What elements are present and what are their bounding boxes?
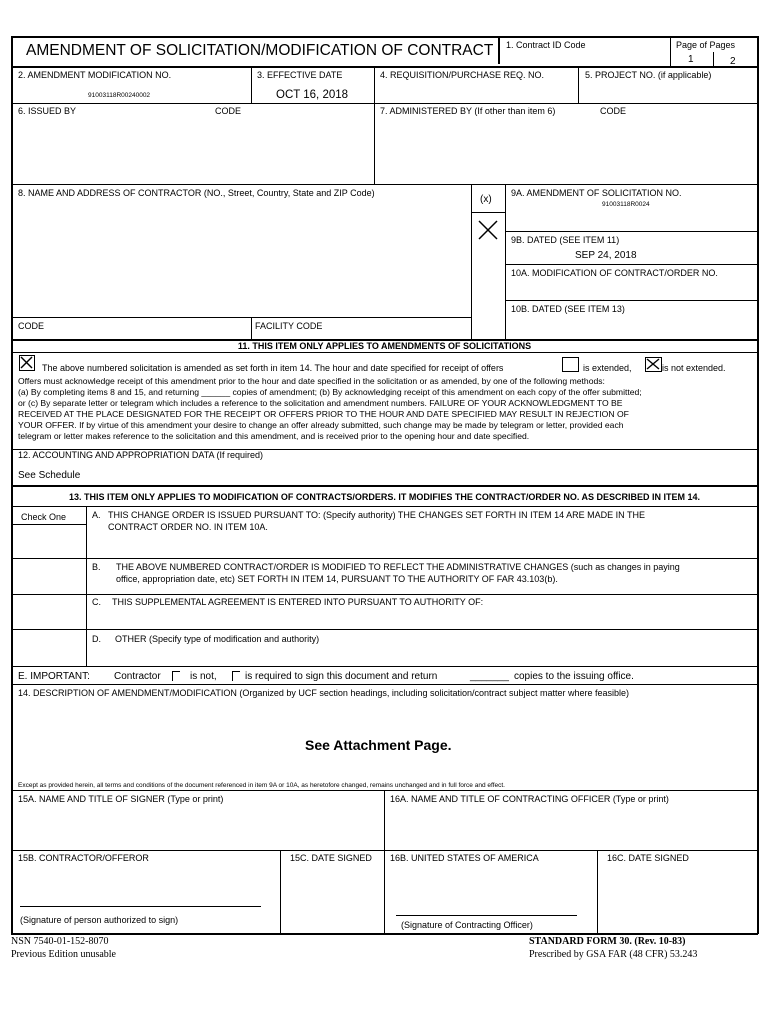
divider	[713, 52, 714, 67]
officer-16a-label: 16A. NAME AND TITLE OF CONTRACTING OFFICER (Type or print)	[390, 794, 669, 804]
effective-date-label: 3. EFFECTIVE DATE	[257, 70, 343, 80]
extended-label: is extended,	[583, 363, 632, 373]
item-10b-label: 10B. DATED (SEE ITEM 13)	[511, 304, 625, 314]
amendment-no-label: 2. AMENDMENT MODIFICATION NO.	[18, 70, 172, 80]
divider	[578, 66, 579, 103]
item-9b-label: 9B. DATED (SEE ITEM 11)	[511, 235, 620, 245]
item-9b-value: SEP 24, 2018	[575, 250, 637, 261]
contractor-signature-caption: (Signature of person authorized to sign)	[20, 915, 179, 925]
top-border	[11, 36, 758, 38]
officer-signature-caption: (Signature of Contracting Officer)	[401, 920, 533, 930]
divider	[374, 66, 375, 184]
item-11-line1: The above numbered solicitation is amended as set forth in item 14. The hour and date specified for receipt of offers	[42, 363, 504, 373]
item-9a-label: 9A. AMENDMENT OF SOLICITATION NO.	[511, 188, 682, 198]
divider	[11, 317, 472, 318]
standard-form-label: STANDARD FORM 30. (Rev. 10-83)	[529, 936, 686, 947]
nsn-number: NSN 7540-01-152-8070	[11, 936, 109, 947]
item-11-checkbox-checked[interactable]	[19, 355, 35, 371]
important-contractor: Contractor	[114, 671, 161, 682]
divider	[11, 666, 758, 667]
requisition-label: 4. REQUISITION/PURCHASE REQ. NO.	[380, 70, 545, 80]
item-11-heading: 11. THIS ITEM ONLY APPLIES TO AMENDMENTS OF SOLICITATIONS	[237, 341, 532, 351]
item-13d-letter: D.	[92, 634, 101, 644]
is-required-checkbox[interactable]	[232, 671, 240, 681]
divider	[384, 790, 385, 933]
administered-by-label: 7. ADMINISTERED BY (If other than item 6)	[380, 106, 556, 116]
divider	[11, 524, 86, 525]
item-12-value: See Schedule	[18, 470, 81, 481]
effective-date-value: OCT 16, 2018	[276, 89, 349, 101]
divider	[11, 629, 758, 630]
item-13b-text: THE ABOVE NUMBERED CONTRACT/ORDER IS MODIFIED TO REFLECT THE ADMINISTRATIVE CHANGES (such as changes in paying	[116, 562, 680, 572]
divider	[505, 231, 758, 232]
important-is-required: is required to sign this document and return	[245, 671, 438, 682]
item-12-label: 12. ACCOUNTING AND APPROPRIATION DATA (If required)	[18, 450, 264, 460]
divider	[498, 36, 500, 64]
x-column-label: (x)	[480, 194, 492, 205]
except-provided-note: Except as provided herein, all terms and conditions of the document referenced in item 9A or 10A, as heretofore changed, remains unchanged and in full force and effect.	[18, 782, 505, 789]
item-9a-value: 91003118R0024	[602, 201, 650, 208]
divider	[251, 317, 252, 339]
item-13d-text: OTHER (Specify type of modification and authority)	[115, 634, 320, 644]
divider	[471, 212, 505, 213]
divider	[11, 558, 758, 559]
divider	[11, 352, 758, 353]
item-11-text-line: or (c) By separate letter or telegram which includes a reference to the solicitation and amendment numbers. FAILURE OF YOUR ACKNOWLEDGMENT TO BE	[18, 398, 623, 408]
project-no-label: 5. PROJECT NO. (if applicable)	[585, 70, 712, 80]
amendment-no-value: 91003118R00240002	[88, 92, 151, 99]
item-11-text-line: YOUR OFFER. If by virtue of this amendment your desire to change an offer already submitted, such change may be made by telegram or letter, provided each	[18, 420, 624, 430]
important-label: E. IMPORTANT:	[18, 671, 90, 682]
divider	[505, 300, 758, 301]
divider	[280, 850, 281, 933]
item-14-value: See Attachment Page.	[305, 737, 452, 753]
contractor-15b-label: 15B. CONTRACTOR/OFFEROR	[18, 853, 149, 863]
item-10a-label: 10A. MODIFICATION OF CONTRACT/ORDER NO.	[511, 268, 718, 278]
item-13b-text: office, appropriation date, etc) SET FORTH IN ITEM 14, PURSUANT TO THE AUTHORITY OF FAR 43.103(b).	[116, 574, 558, 584]
not-extended-label: is not extended.	[662, 363, 726, 373]
signer-15a-label: 15A. NAME AND TITLE OF SIGNER (Type or print)	[18, 794, 224, 804]
divider	[11, 66, 758, 68]
is-not-checkbox[interactable]	[172, 671, 180, 681]
extended-checkbox[interactable]	[562, 357, 579, 372]
usa-16b-label: 16B. UNITED STATES OF AMERICA	[390, 853, 539, 863]
item-11-text-line: (a) By completing items 8 and 15, and returning ______ copies of amendment; (b) By acknowledging receipt of this amendment on each copy of the offer submitted;	[18, 387, 642, 397]
previous-edition-note: Previous Edition unusable	[11, 949, 116, 960]
item-13c-letter: C.	[92, 597, 101, 607]
divider	[11, 103, 758, 104]
issued-by-label: 6. ISSUED BY	[18, 106, 77, 116]
divider	[471, 184, 472, 339]
item-13a-text: THIS CHANGE ORDER IS ISSUED PURSUANT TO: (Specify authority) THE CHANGES SET FORTH IN ITEM 14 ARE MADE IN THE	[108, 510, 645, 520]
not-extended-checkbox-checked[interactable]	[645, 357, 662, 372]
selected-x-icon	[476, 218, 500, 242]
date-signed-15c-label: 15C. DATE SIGNED	[290, 853, 372, 863]
divider	[251, 66, 252, 103]
item-11-text-line: Offers must acknowledge receipt of this amendment prior to the hour and date specified in the solicitation or as amended, by one of the following methods:	[18, 376, 605, 386]
administered-code-label: CODE	[600, 106, 627, 116]
page-total: 2	[730, 56, 736, 67]
divider	[597, 850, 598, 933]
divider	[11, 506, 758, 507]
divider	[505, 264, 758, 265]
officer-signature-line[interactable]	[396, 915, 577, 916]
item-11-text-line: telegram or letter makes reference to the solicitation and this amendment, and is received prior to the opening hour and date specified.	[18, 431, 530, 441]
divider	[11, 485, 758, 487]
bottom-border	[11, 933, 758, 935]
divider	[505, 184, 506, 339]
item-13-heading: 13. THIS ITEM ONLY APPLIES TO MODIFICATION OF CONTRACTS/ORDERS. IT MODIFIES THE CONTRACT/ORDER NO. AS DESCRIBED IN ITEM 14.	[68, 492, 701, 502]
item-11-text-line: RECEIVED AT THE PLACE DESIGNATED FOR THE RECEIPT OR OFFERS PRIOR TO THE HOUR AND DATE SPECIFIED MAY RESULT IN REJECTION OF	[18, 409, 629, 419]
item-14-label: 14. DESCRIPTION OF AMENDMENT/MODIFICATION (Organized by UCF section headings, including solicitation/contract subject matter where feasible)	[18, 688, 630, 698]
contractor-label: 8. NAME AND ADDRESS OF CONTRACTOR (NO., Street, Country, State and ZIP Code)	[18, 188, 375, 198]
copies-count-blank[interactable]: _______	[470, 671, 509, 682]
check-one-label: Check One	[21, 512, 67, 522]
form-title: AMENDMENT OF SOLICITATION/MODIFICATION OF CONTRACT	[26, 42, 494, 59]
facility-code-label: FACILITY CODE	[255, 321, 323, 331]
issued-by-code-label: CODE	[215, 106, 242, 116]
date-signed-16c-label: 16C. DATE SIGNED	[607, 853, 689, 863]
divider	[11, 850, 758, 851]
contractor-signature-line[interactable]	[20, 906, 261, 907]
divider	[11, 594, 758, 595]
contract-id-label: 1. Contract ID Code	[506, 40, 586, 50]
item-13b-letter: B.	[92, 562, 101, 572]
page-number: 1	[688, 54, 694, 65]
divider	[86, 506, 87, 666]
important-is-not: is not,	[190, 671, 217, 682]
item-13a-letter: A.	[92, 510, 101, 520]
divider	[11, 684, 758, 685]
item-13c-text: THIS SUPPLEMENTAL AGREEMENT IS ENTERED INTO PURSUANT TO AUTHORITY OF:	[112, 597, 484, 607]
prescribed-by-label: Prescribed by GSA FAR (48 CFR) 53.243	[529, 949, 698, 960]
contractor-code-label: CODE	[18, 321, 45, 331]
page-of-pages-label: Page of Pages	[676, 40, 736, 50]
important-copies: copies to the issuing office.	[514, 671, 634, 682]
divider	[11, 184, 758, 185]
divider	[670, 36, 671, 67]
item-13a-text: CONTRACT ORDER NO. IN ITEM 10A.	[108, 522, 268, 532]
